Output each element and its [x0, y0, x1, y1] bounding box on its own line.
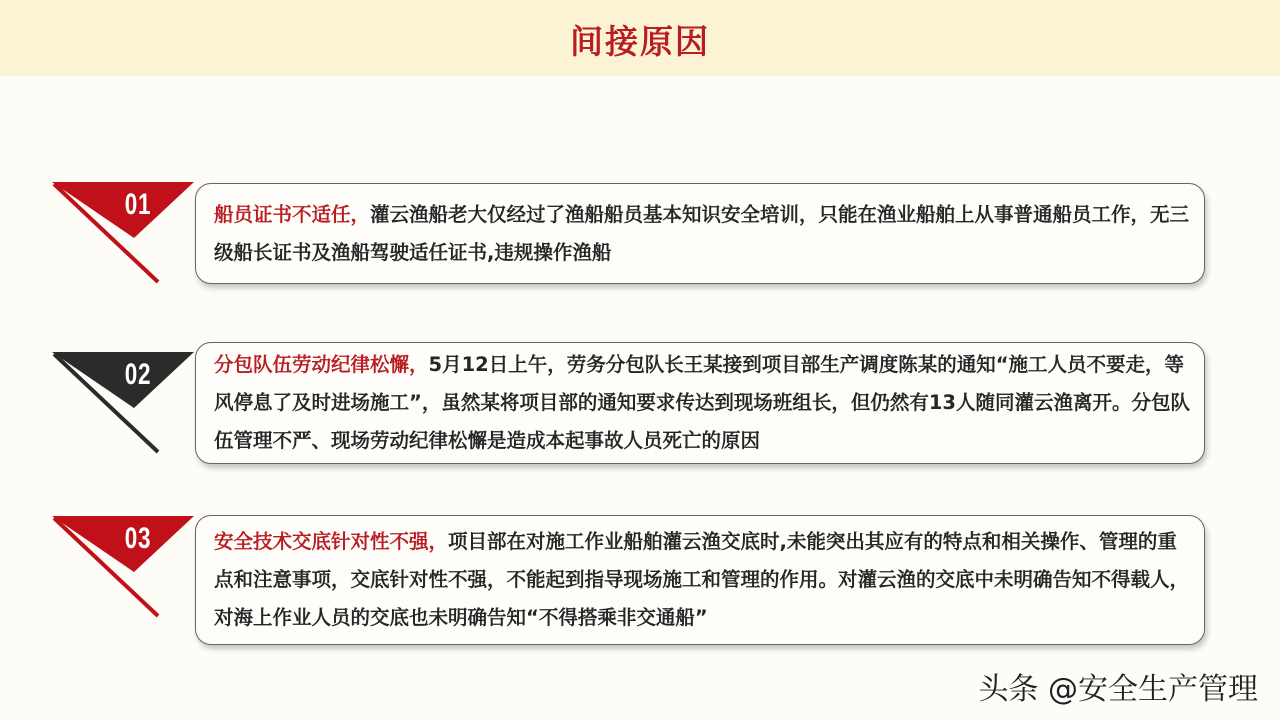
item-lead: 船员证书不适任， [214, 202, 371, 226]
item-badge-01 [52, 180, 200, 284]
page-title: 间接原因 [570, 22, 710, 61]
item-body: 灌云渔船老大仅经过了渔船船员基本知识安全培训，只能在渔业船舶上从事普通船员工作，无三级船长证书及渔船驾驶适任证书,违规操作渔船 [214, 202, 1190, 264]
item-lead: 安全技术交底针对性不强， [214, 530, 449, 553]
item-badge-03 [52, 514, 200, 618]
item-badge-02 [52, 350, 200, 454]
item-lead: 分包队伍劳动纪律松懈， [214, 353, 429, 376]
item-number: 03 [124, 522, 152, 555]
item-number: 01 [124, 188, 152, 221]
item-card-02 [195, 342, 1205, 464]
item-number: 02 [124, 358, 152, 391]
item-text [214, 346, 1190, 460]
item-text [214, 523, 1190, 637]
item-text [214, 196, 1190, 272]
item-body: 5月12日上午，劳务分包队长王某接到项目部生产调度陈某的通知“施工人员不要走，等风停息了及时进场施工”，虽然某将项目部的通知要求传达到现场班组长，但仍然有13人随同灌云渔离开。分包队伍管理不严、现场劳动纪律松懈是造成本起事故人员死亡的原因 [214, 353, 1190, 452]
watermark: 头条 @安全生产管理 [978, 672, 1258, 707]
item-card-03 [195, 515, 1205, 645]
item-body: 项目部在对施工作业船舶灌云渔交底时,未能突出其应有的特点和相关操作、管理的重点和注意事项，交底针对性不强，不能起到指导现场施工和管理的作用。对灌云渔的交底中未明确告知不得载人，对海上作业人员的交底也未明确告知“不得搭乘非交通船” [214, 530, 1190, 629]
item-card-01 [195, 183, 1205, 284]
